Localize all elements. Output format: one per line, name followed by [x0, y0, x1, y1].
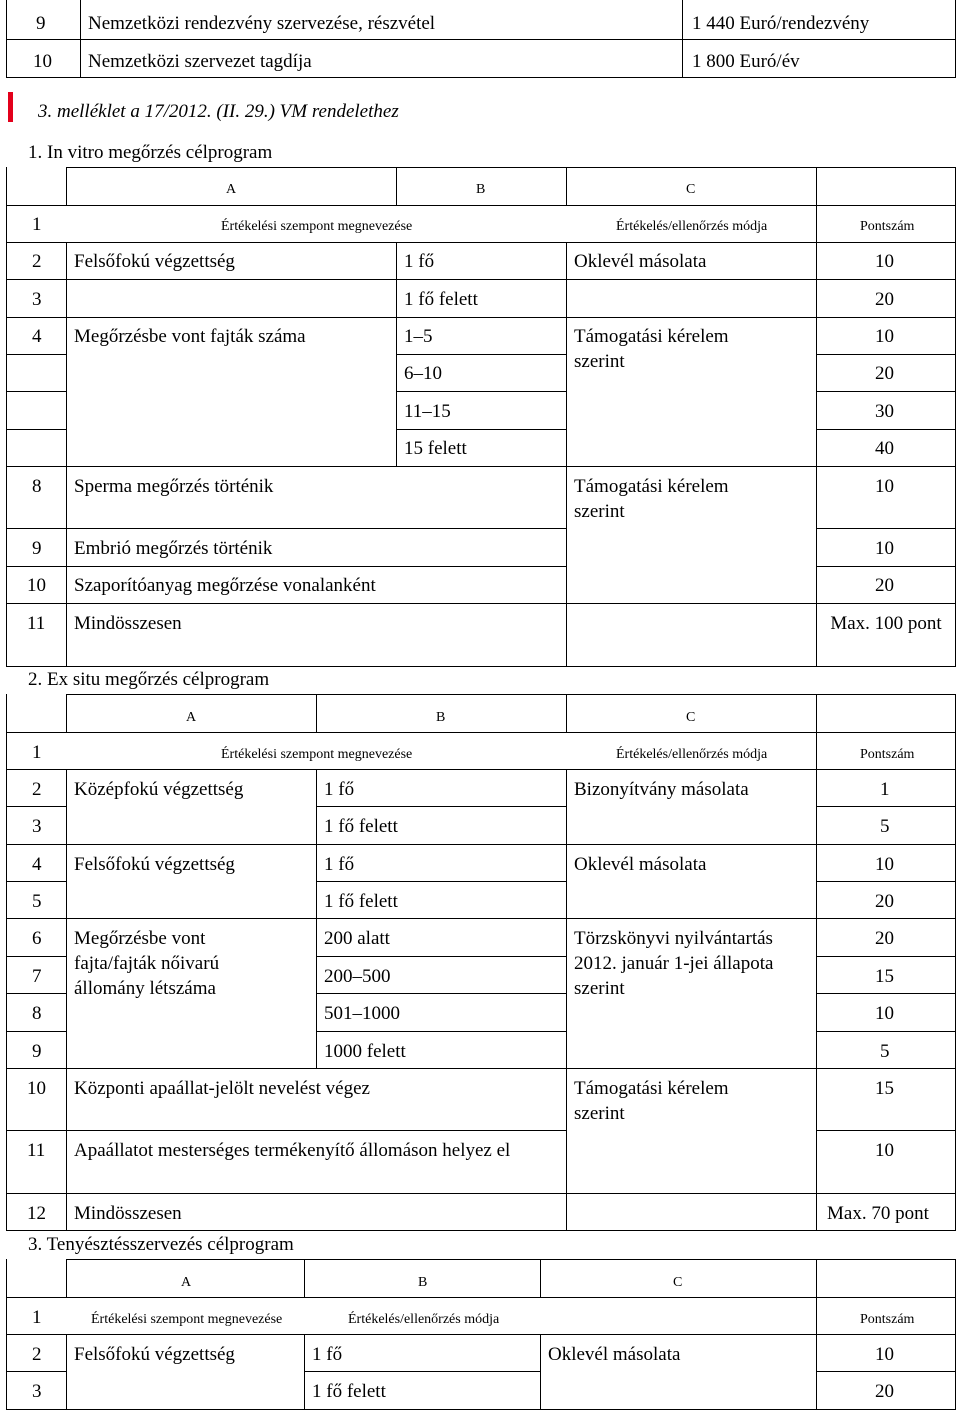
- criterion-name: Mindösszesen: [74, 613, 182, 634]
- column-letter-c: C: [686, 182, 696, 197]
- row-number: 9: [32, 1041, 42, 1062]
- header-criterion-name: Értékelési szempont megnevezése: [91, 1312, 283, 1327]
- points: 20: [875, 575, 894, 596]
- row-number: 9: [32, 538, 42, 559]
- criterion-value: 200–500: [324, 966, 391, 987]
- header-check-method: Értékelés/ellenőrzés módja: [348, 1312, 500, 1327]
- criterion-name: Megőrzésbe vont fajta/fajták nőivarú állomány létszáma: [74, 928, 220, 999]
- points: 5: [880, 816, 890, 837]
- criterion-value: 11–15: [404, 401, 451, 422]
- points: 10: [875, 476, 894, 497]
- criterion-value: 1 fő felett: [324, 891, 398, 912]
- points: 20: [875, 928, 894, 949]
- check-method: Támogatási kérelem szerint: [574, 326, 729, 372]
- row-number: 1: [32, 214, 42, 235]
- row-number: 4: [32, 854, 42, 875]
- row-number: 3: [32, 289, 42, 310]
- check-method: Törzskönyvi nyilvántartás 2012. január 1-jei állapota szerint: [574, 928, 774, 999]
- column-letter-b: B: [476, 182, 486, 197]
- points: 10: [875, 326, 894, 347]
- header-check-method: Értékelés/ellenőrzés módja: [616, 219, 768, 234]
- row-number: 9: [36, 13, 46, 34]
- points: 10: [875, 251, 894, 272]
- criterion-value: 1 fő: [312, 1344, 343, 1365]
- header-criterion-name: Értékelési szempont megnevezése: [221, 219, 413, 234]
- criterion-value: 1 fő felett: [324, 816, 398, 837]
- points: 10: [875, 1344, 894, 1365]
- points-total: Max. 70 pont: [827, 1203, 929, 1224]
- points: 15: [875, 966, 894, 987]
- row-number: 10: [33, 51, 52, 72]
- criterion-value: 1 fő felett: [312, 1381, 386, 1402]
- points: 5: [880, 1041, 890, 1062]
- row-number: 2: [32, 1344, 42, 1365]
- header-points: Pontszám: [860, 219, 915, 234]
- points: 20: [875, 891, 894, 912]
- row-number: 1: [32, 1307, 42, 1328]
- row-number: 3: [32, 1381, 42, 1402]
- points: 10: [875, 1003, 894, 1024]
- points: 20: [875, 1381, 894, 1402]
- section-title-in-vitro: 1. In vitro megőrzés célprogram: [28, 142, 273, 163]
- change-marker: [8, 92, 13, 122]
- row-number: 1: [32, 742, 42, 763]
- row-number: 7: [32, 966, 42, 987]
- criterion-value: 1 fő: [324, 779, 355, 800]
- points: 10: [875, 1140, 894, 1161]
- item-name: Nemzetközi szervezet tagdíja: [88, 51, 312, 72]
- annex-title: 3. melléklet a 17/2012. (II. 29.) VM rendelethez: [38, 101, 399, 122]
- points: 30: [875, 401, 894, 422]
- item-amount: 1 440 Euró/rendezvény: [692, 13, 870, 34]
- row-number: 2: [32, 251, 42, 272]
- criterion-name: Szaporítóanyag megőrzése vonalanként: [74, 575, 376, 596]
- criterion-value: 6–10: [404, 363, 442, 384]
- points: 20: [875, 289, 894, 310]
- section-title-breeding: 3. Tenyésztésszervezés célprogram: [28, 1234, 294, 1255]
- check-method: Oklevél másolata: [548, 1344, 681, 1365]
- points: 20: [875, 363, 894, 384]
- header-points: Pontszám: [860, 1312, 915, 1327]
- criterion-name: Felsőfokú végzettség: [74, 251, 235, 272]
- criterion-value: 1000 felett: [324, 1041, 406, 1062]
- header-criterion-name: Értékelési szempont megnevezése: [221, 747, 413, 762]
- row-number: 12: [27, 1203, 46, 1224]
- item-name: Nemzetközi rendezvény szervezése, részvétel: [88, 13, 436, 34]
- check-method: Támogatási kérelem szerint: [574, 476, 729, 522]
- criterion-name: Embrió megőrzés történik: [74, 538, 273, 559]
- criterion-value: 1 fő: [324, 854, 355, 875]
- criterion-name: Középfokú végzettség: [74, 779, 244, 800]
- row-number: 11: [27, 1140, 46, 1161]
- criterion-name: Megőrzésbe vont fajták száma: [74, 326, 306, 347]
- column-letter-a: A: [186, 710, 197, 725]
- check-method: Oklevél másolata: [574, 854, 707, 875]
- points: 40: [875, 438, 894, 459]
- row-number: 4: [32, 326, 42, 347]
- criterion-value: 1 fő felett: [404, 289, 478, 310]
- row-number: 10: [27, 575, 46, 596]
- section-title-ex-situ: 2. Ex situ megőrzés célprogram: [28, 669, 270, 690]
- criterion-name: Felsőfokú végzettség: [74, 1344, 235, 1365]
- row-number: 5: [32, 891, 42, 912]
- check-method: Bizonyítvány másolata: [574, 779, 749, 800]
- row-number: 6: [32, 928, 42, 949]
- column-letter-b: B: [418, 1275, 428, 1290]
- column-letter-c: C: [686, 710, 696, 725]
- row-number: 10: [27, 1078, 46, 1099]
- row-number: 8: [32, 476, 42, 497]
- header-check-method: Értékelés/ellenőrzés módja: [616, 747, 768, 762]
- criterion-name: Felsőfokú végzettség: [74, 854, 235, 875]
- column-letter-c: C: [673, 1275, 683, 1290]
- points: 10: [875, 538, 894, 559]
- points: 1: [880, 779, 890, 800]
- criterion-value: 1 fő: [404, 251, 435, 272]
- criterion-value: 200 alatt: [324, 928, 390, 949]
- criterion-name: Apaállatot mesterséges termékenyítő állomáson helyez el: [74, 1140, 511, 1161]
- check-method: Támogatási kérelem szerint: [574, 1078, 729, 1124]
- check-method: Oklevél másolata: [574, 251, 707, 272]
- criterion-name: Központi apaállat-jelölt nevelést végez: [74, 1078, 370, 1099]
- header-points: Pontszám: [860, 747, 915, 762]
- row-number: 3: [32, 816, 42, 837]
- row-number: 8: [32, 1003, 42, 1024]
- column-letter-a: A: [181, 1275, 192, 1290]
- column-letter-b: B: [436, 710, 446, 725]
- row-number: 2: [32, 779, 42, 800]
- row-number: 11: [27, 613, 46, 634]
- criterion-value: 501–1000: [324, 1003, 400, 1024]
- criterion-name: Sperma megőrzés történik: [74, 476, 274, 497]
- criterion-value: 15 felett: [404, 438, 467, 459]
- column-letter-a: A: [226, 182, 237, 197]
- points: 10: [875, 854, 894, 875]
- points: 15: [875, 1078, 894, 1099]
- points-total: Max. 100 pont: [830, 613, 942, 634]
- item-amount: 1 800 Euró/év: [692, 51, 800, 72]
- criterion-name: Mindösszesen: [74, 1203, 182, 1224]
- criterion-value: 1–5: [404, 326, 433, 347]
